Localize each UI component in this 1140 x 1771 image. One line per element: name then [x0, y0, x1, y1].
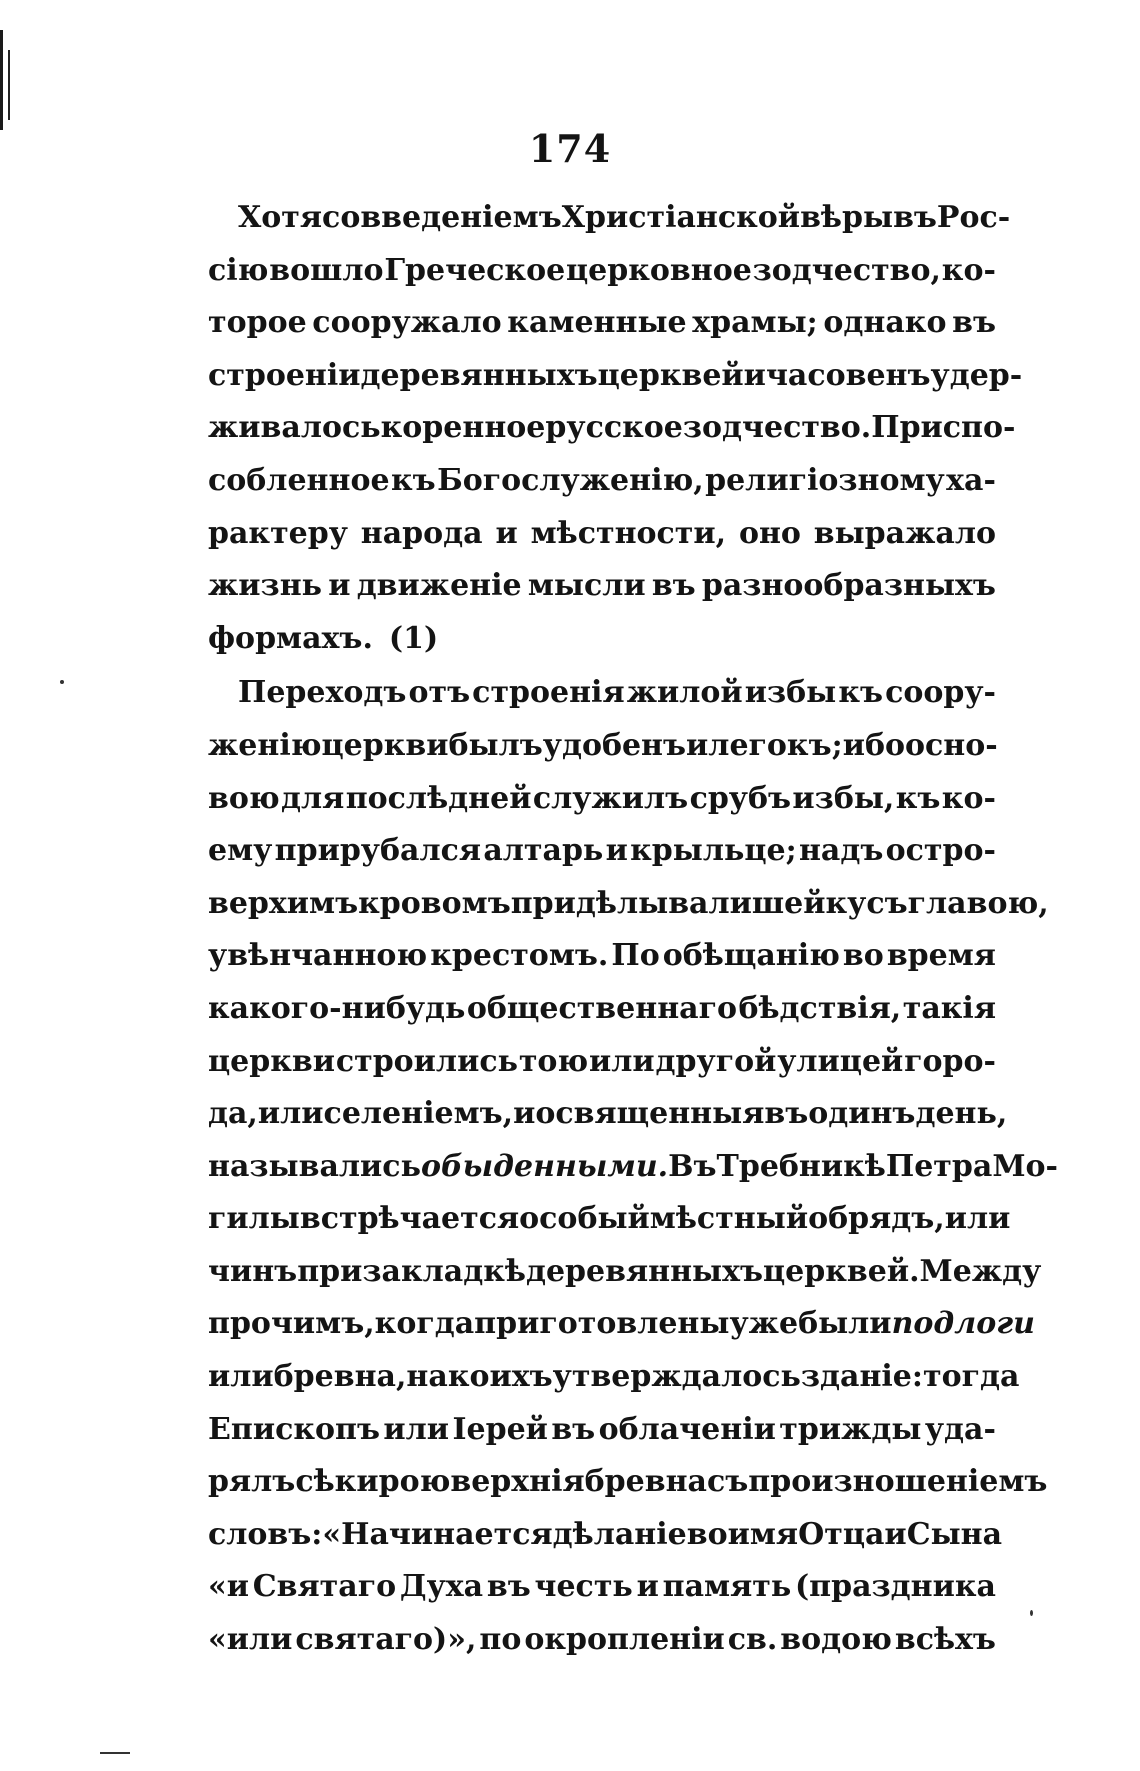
text-line	[208, 305, 996, 358]
word: селенiемъ,	[323, 1096, 514, 1132]
word: отъ	[408, 675, 471, 711]
text-line	[208, 1148, 1058, 1202]
text-line	[208, 1201, 1011, 1254]
word: придѣлывали	[510, 885, 752, 921]
word: церквей.	[763, 1253, 920, 1289]
word: особый	[519, 1201, 650, 1237]
word: или	[383, 1411, 450, 1447]
word: или	[944, 1201, 1011, 1237]
word: честь	[534, 1569, 633, 1605]
text-line	[208, 1464, 1048, 1517]
word: уже	[729, 1306, 799, 1342]
text-line	[208, 568, 996, 621]
text-line	[208, 1516, 1003, 1570]
word: былъ	[448, 727, 543, 763]
word: тогда	[922, 1359, 1020, 1395]
word: зодчество,	[752, 252, 941, 288]
text-line	[208, 728, 996, 781]
word: послѣдней	[345, 780, 532, 816]
word: кровомъ	[358, 885, 511, 921]
word: легокъ;	[708, 727, 843, 763]
word: Христiанской	[561, 200, 801, 235]
word: церковное	[566, 252, 752, 288]
word: освященныя	[535, 1096, 765, 1132]
word: коихъ	[447, 1359, 553, 1395]
word: Мо-	[992, 1148, 1058, 1184]
word: торое	[208, 305, 307, 341]
word: сооружало	[312, 305, 502, 341]
word: (1)	[388, 620, 439, 656]
word: каменные	[507, 305, 687, 341]
word: Святаго	[252, 1569, 397, 1605]
word: Хотя	[238, 200, 323, 235]
word: коренное	[380, 410, 546, 446]
word: тою	[518, 1043, 589, 1079]
text-line	[208, 1306, 1035, 1359]
word: рактеру	[208, 515, 348, 551]
word: «и	[208, 1569, 250, 1605]
word: произношенiемъ	[748, 1464, 1048, 1500]
word: религiозному	[705, 462, 945, 498]
word: обрядъ,	[808, 1201, 945, 1237]
word: (праздника	[794, 1569, 996, 1605]
word: или	[257, 1096, 324, 1132]
text-line	[208, 200, 1011, 253]
word: трижды	[779, 1411, 922, 1447]
word: мѣстный	[649, 1201, 809, 1237]
word: Въ	[668, 1148, 717, 1184]
word: и	[743, 357, 766, 393]
word: вѣры	[800, 200, 894, 235]
word: съ	[866, 885, 908, 921]
word: утверждалось	[552, 1359, 801, 1395]
word: надъ	[798, 833, 884, 869]
word: зданiе:	[800, 1359, 923, 1395]
word: живалось	[208, 410, 381, 446]
word: формахъ.	[208, 620, 373, 656]
word: строились	[335, 1043, 518, 1079]
word: Духа	[399, 1569, 484, 1605]
word: и	[686, 727, 709, 763]
word: церкви	[208, 1043, 335, 1079]
word: алтарь	[483, 833, 604, 869]
word: бревна,	[273, 1359, 407, 1395]
word: обыденными.	[420, 1148, 669, 1184]
word: жилой	[626, 675, 743, 711]
word: обѣщанiю	[662, 938, 840, 974]
text-line	[208, 833, 996, 886]
word: и	[636, 1569, 659, 1605]
word: По	[611, 938, 660, 974]
text-line	[208, 675, 996, 728]
word: разнообразныхъ	[701, 568, 996, 604]
word: прочимъ,	[208, 1306, 375, 1342]
word: назывались	[208, 1148, 421, 1184]
word: ко-	[941, 252, 996, 288]
binding-edge-mark	[0, 30, 3, 130]
body-text	[208, 200, 1058, 1675]
text-line	[208, 1569, 996, 1622]
page-number: 174	[528, 126, 612, 171]
word: Рос-	[936, 200, 1011, 235]
word: память	[662, 1569, 792, 1605]
word: Между	[919, 1253, 1042, 1289]
word: и	[884, 1516, 907, 1552]
word: улицей	[777, 1043, 904, 1079]
word: ибо	[842, 727, 905, 763]
word: въ	[952, 305, 996, 341]
word: подлоги	[891, 1306, 1035, 1342]
word: увѣнчанною	[208, 938, 428, 974]
word: облаченiи	[598, 1411, 776, 1447]
word: день,	[915, 1096, 1008, 1132]
word: избы	[744, 675, 837, 711]
word: Сына	[906, 1516, 1003, 1552]
word: окропленiи	[524, 1622, 725, 1658]
text-line	[208, 410, 1016, 463]
word: строенiи	[208, 357, 361, 393]
word: къ	[390, 462, 436, 498]
word: для	[281, 780, 345, 816]
word: къ	[895, 780, 941, 816]
word: когда	[374, 1306, 475, 1342]
word: дѣланiе	[552, 1516, 687, 1552]
word: Приспо-	[871, 410, 1016, 446]
word: церквей	[597, 357, 744, 393]
word: всѣхъ	[894, 1622, 996, 1658]
word: вошло	[269, 252, 384, 288]
word: горо-	[904, 1043, 996, 1079]
word: выражало	[813, 515, 996, 551]
text-line	[208, 253, 996, 306]
word: на	[406, 1359, 448, 1395]
text-line	[208, 938, 996, 991]
text-line	[208, 1622, 996, 1675]
word: шейку	[751, 885, 867, 921]
word: бревна	[584, 1464, 707, 1500]
word: общественнаго	[466, 990, 737, 1026]
word: Iерей	[452, 1411, 548, 1447]
word: вою	[208, 780, 280, 816]
word: ко-	[941, 780, 996, 816]
text-line	[208, 1412, 996, 1465]
text-line	[208, 1096, 1008, 1149]
word: деревянныхъ	[360, 357, 598, 393]
print-speck	[1030, 1610, 1033, 1616]
word: однако	[823, 305, 947, 341]
text-line	[208, 1253, 1042, 1307]
word: часовенъ	[765, 357, 931, 393]
word: деревянныхъ	[525, 1253, 764, 1289]
word: словъ:	[208, 1516, 323, 1552]
print-speck	[60, 680, 64, 684]
word: крыльце;	[630, 833, 797, 869]
word: рялъ	[208, 1464, 296, 1500]
word: удобенъ	[542, 727, 687, 763]
word: гилы	[208, 1201, 300, 1237]
text-line	[208, 781, 996, 834]
word: приготовлены	[474, 1306, 730, 1342]
text-line	[208, 885, 1049, 939]
word: другой	[655, 1043, 777, 1079]
word: ха-	[946, 462, 996, 498]
word: крестомъ.	[430, 938, 609, 974]
word: встрѣчается	[299, 1201, 520, 1237]
word: время	[886, 938, 996, 974]
text-line	[208, 1359, 1020, 1412]
word: Требникѣ	[716, 1148, 886, 1184]
word: уда-	[924, 1411, 996, 1447]
word: и	[495, 515, 518, 551]
word: при	[297, 1253, 363, 1289]
word: Петра	[885, 1148, 993, 1184]
word: въ	[551, 1411, 596, 1447]
word: жизнь	[208, 568, 323, 604]
word: «Начинается	[322, 1516, 553, 1552]
word: въ	[893, 200, 937, 235]
text-line	[208, 991, 996, 1044]
print-speck	[100, 1752, 130, 1754]
word: Отца	[798, 1516, 885, 1552]
word: Епископъ	[208, 1411, 380, 1447]
word: русское	[545, 410, 683, 446]
word: женiю	[208, 727, 322, 763]
word: Греческое	[384, 252, 566, 288]
word: служилъ	[532, 780, 689, 816]
word: въ	[651, 568, 696, 604]
word: и	[605, 833, 628, 869]
word: во	[842, 938, 884, 974]
word: народа	[360, 515, 483, 551]
word: Переходъ	[238, 675, 407, 711]
text-line	[208, 621, 996, 674]
word: «или	[208, 1622, 293, 1658]
word: введенiемъ	[360, 200, 562, 235]
word: или	[589, 1043, 655, 1079]
word: со	[322, 200, 361, 235]
word: по	[479, 1622, 522, 1658]
word: Богослуженiю,	[437, 462, 704, 498]
word: или	[208, 1359, 274, 1395]
word: верхнiя	[450, 1464, 585, 1500]
word: имя	[727, 1516, 799, 1552]
word: такiя	[902, 990, 996, 1026]
text-line	[208, 516, 996, 569]
text-line	[208, 463, 996, 516]
word: остро-	[885, 833, 996, 869]
word: да,	[208, 1096, 258, 1132]
binding-edge-mark-secondary	[8, 50, 10, 120]
word: мысли	[527, 568, 646, 604]
word: храмы;	[692, 305, 818, 341]
word: во	[686, 1516, 728, 1552]
word: и	[513, 1096, 536, 1132]
word: къ	[838, 675, 883, 711]
word: церкви	[321, 727, 449, 763]
word: прирубался	[274, 833, 482, 869]
word: одинъ	[808, 1096, 916, 1132]
word: строенiя	[472, 675, 625, 711]
word: мѣстности,	[530, 515, 727, 551]
word: оно	[738, 515, 801, 551]
word: соору-	[885, 675, 996, 711]
word: зодчество.	[682, 410, 872, 446]
word: ему	[208, 833, 273, 869]
word: закладкѣ	[362, 1253, 526, 1289]
word: въ	[486, 1569, 531, 1605]
word: св.	[727, 1622, 778, 1658]
word: какого-нибудь	[208, 990, 466, 1026]
word: въ	[764, 1096, 809, 1132]
word: водою	[780, 1622, 892, 1658]
word: чинъ	[208, 1253, 298, 1289]
word: движенiе	[356, 568, 522, 604]
word: святаго)»,	[295, 1622, 477, 1658]
word: съ	[706, 1464, 749, 1500]
word: верхимъ	[208, 885, 359, 921]
word: осно-	[904, 727, 998, 763]
word: удер-	[930, 357, 1023, 393]
word: срубъ	[689, 780, 792, 816]
word: бѣдствiя,	[738, 990, 902, 1026]
word: собленное	[208, 462, 390, 498]
word: сiю	[208, 252, 269, 288]
word: избы,	[792, 780, 895, 816]
word: сѣкирою	[295, 1464, 451, 1500]
word: были	[798, 1306, 892, 1342]
text-line	[208, 357, 1023, 411]
word: главою,	[907, 885, 1049, 921]
text-line	[208, 1044, 996, 1097]
word: и	[328, 568, 351, 604]
